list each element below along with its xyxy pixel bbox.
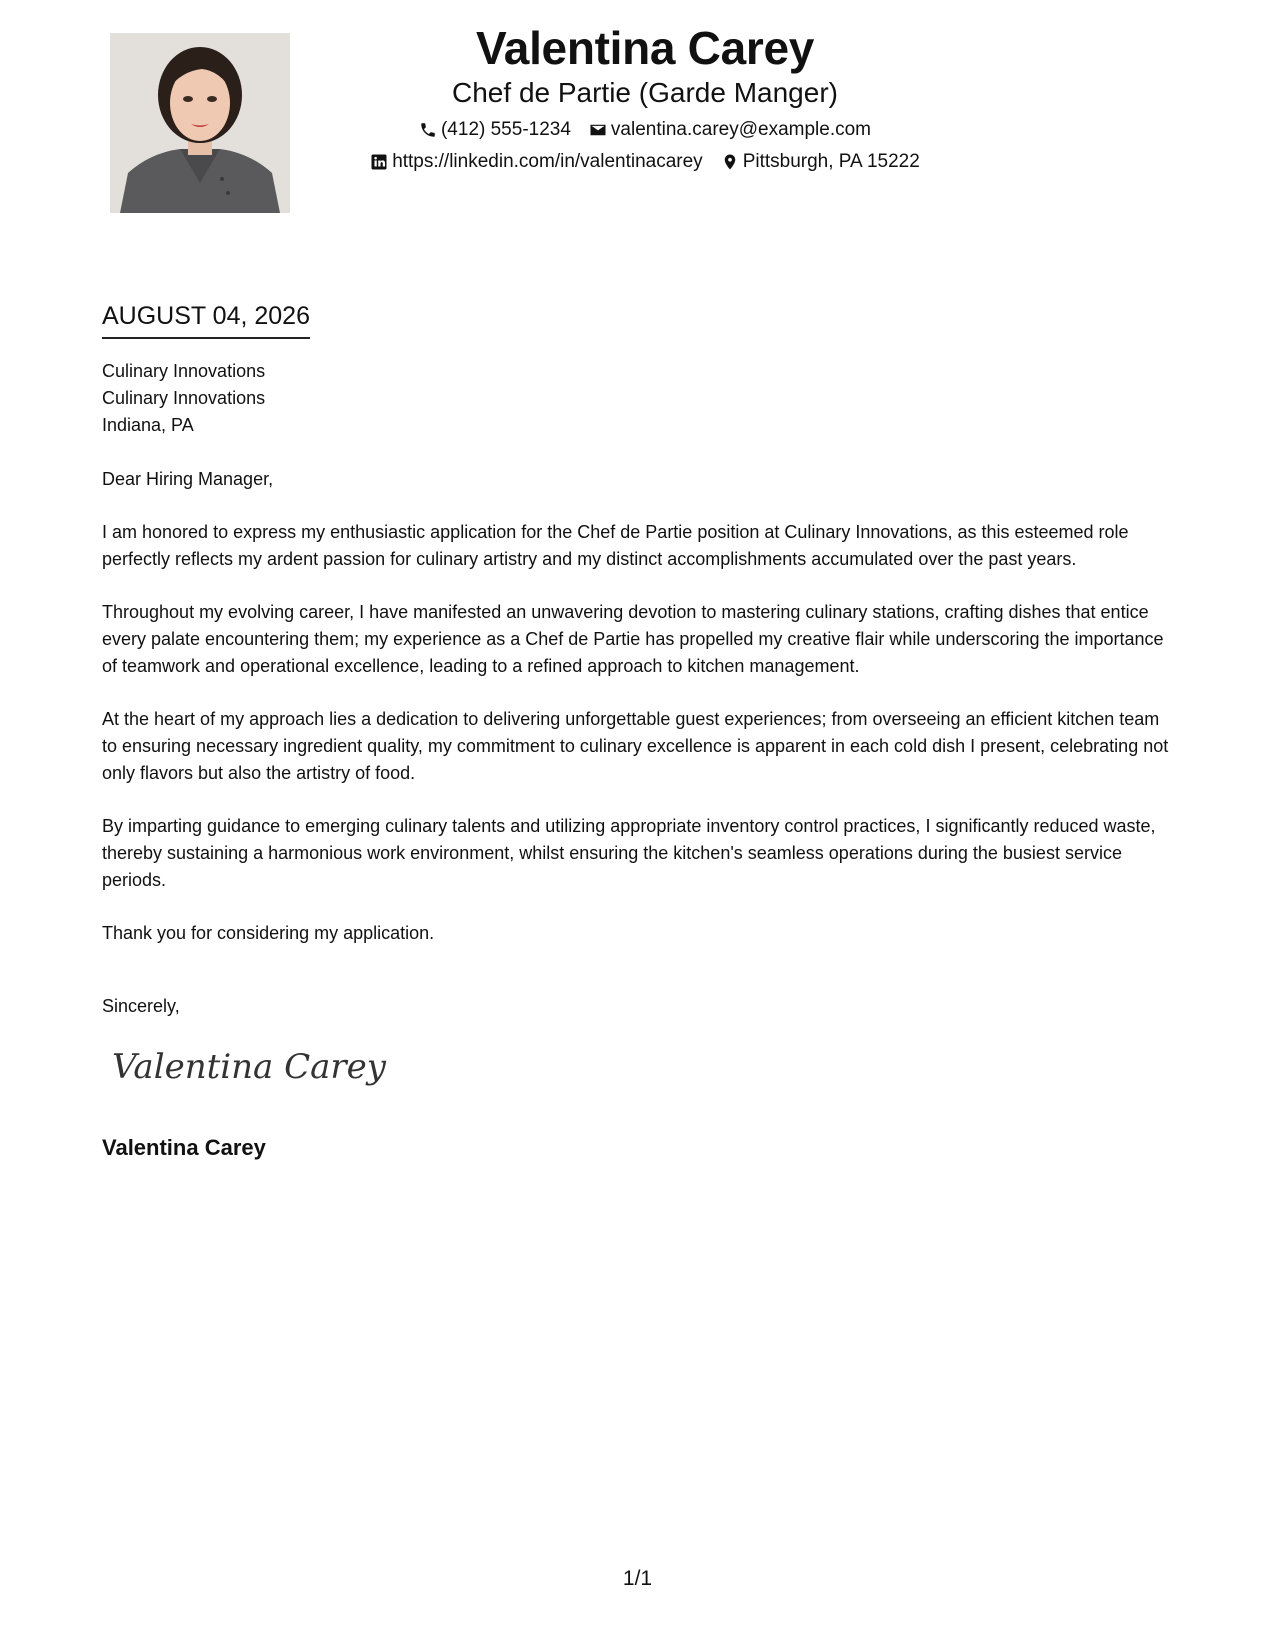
closing: Sincerely, (102, 996, 180, 1016)
linkedin-url[interactable]: https://linkedin.com/in/valentinacarey (392, 151, 703, 172)
signed-name: Valentina Carey (102, 1135, 266, 1160)
location-contact (721, 150, 920, 174)
applicant-name: Valentina Carey (475, 22, 815, 74)
signature-text: Valentina Carey (112, 1047, 386, 1087)
email-contact[interactable] (589, 118, 871, 142)
recipient-address (102, 358, 265, 439)
page-number: 1/1 (622, 1567, 653, 1590)
body-paragraph: I am honored to express my enthusiastic application for the Chef de Partie position at Culinary Innovations, as this esteemed role perfectly reflects my ardent passion for culinary artistry and my distinct accomplishments accumulated over the past years. (102, 522, 1129, 569)
linkedin-contact[interactable] (370, 150, 703, 174)
applicant-role: Chef de Partie (Garde Manger) (452, 77, 838, 108)
recipient-line-1: Culinary Innovations (102, 361, 266, 381)
letter-date: AUGUST 04, 2026 (102, 300, 310, 339)
recipient-line-3: Indiana, PA (102, 415, 194, 435)
phone-contact (419, 118, 571, 142)
phone-number: (412) 555-1234 (440, 119, 571, 140)
linkedin-icon (370, 153, 388, 171)
letter-header (300, 20, 990, 174)
handwritten-signature (110, 1040, 386, 1095)
body-paragraph: Throughout my evolving career, I have manifested an unwavering devotion to mastering culinary stations, crafting dishes that entice every palate encountering them; my experience as a Chef de Partie has propelled my creative flair while underscoring the importance of teamwork and operational excellence, leading to a refined approach to kitchen management. (102, 602, 1164, 676)
contact-row-2 (300, 150, 990, 174)
letter-body (102, 466, 1177, 973)
profile-photo (110, 33, 290, 213)
thanks-line: Thank you for considering my application. (102, 923, 435, 943)
email-address[interactable]: valentina.carey@example.com (610, 119, 871, 140)
phone-icon (419, 121, 437, 139)
body-paragraph: By imparting guidance to emerging culinary talents and utilizing appropriate inventory control practices, I significantly reduced waste, thereby sustaining a harmonious work environment, whilst ensuring the kitchen's seamless operations during the busiest service periods. (102, 816, 1156, 890)
salutation: Dear Hiring Manager, (102, 469, 274, 489)
location-text: Pittsburgh, PA 15222 (742, 151, 920, 172)
envelope-icon (589, 121, 607, 139)
contact-row-1 (300, 118, 990, 142)
body-paragraph: At the heart of my approach lies a dedication to delivering unforgettable guest experiences; from overseeing an efficient kitchen team to ensuring necessary ingredient quality, my commitment to culinary excellence is apparent in each cold dish I present, celebrating not only flavors but also the artistry of food. (102, 709, 1169, 783)
recipient-line-2: Culinary Innovations (102, 388, 266, 408)
map-pin-icon (721, 153, 739, 171)
